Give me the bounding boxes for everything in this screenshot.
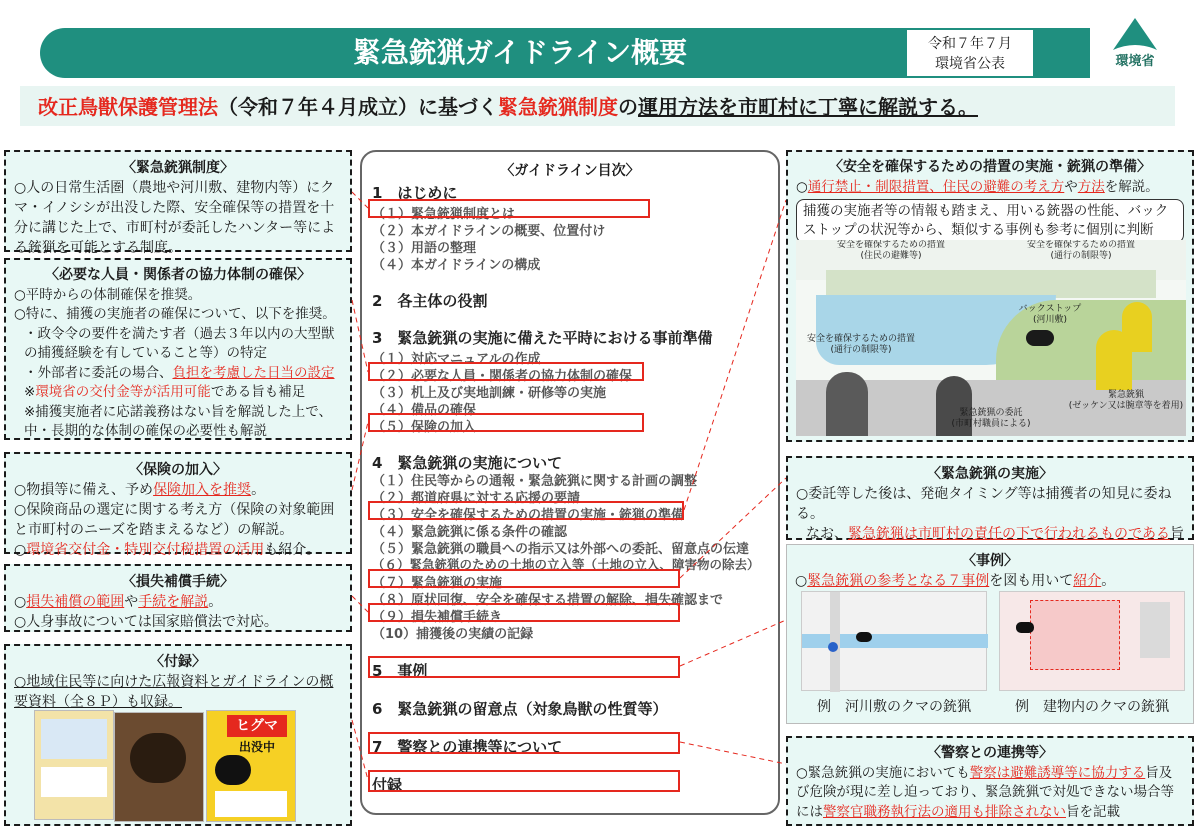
line-4b: 負担を考慮した日当の設定 [172, 364, 335, 381]
label-4b: (通行の制限等) [830, 345, 892, 355]
line-3c: も紹介。 [264, 542, 321, 558]
date-line-1: 令和７年７月 [928, 36, 1012, 52]
toc-item-3-3[interactable]: （３）机上及び実地訓練・研修等の実施 [372, 386, 607, 401]
line-3: ・政令令の要件を満たす者（過去３年以内の大型獣の捕獲経験を有していること等）の特定 [24, 325, 335, 361]
toc-item-3-4[interactable]: （４）備品の確保 [372, 403, 477, 418]
logo-label: 環境省 [1115, 54, 1155, 69]
bear-icon [1016, 622, 1034, 633]
building-case-diagram [999, 591, 1185, 691]
line-2: ○特に、捕獲の実施者の確保について、以下を推奨。 [14, 306, 336, 322]
subtitle-law: 改正鳥獣保護管理法 [38, 95, 218, 119]
label-5 [1066, 390, 1186, 412]
line-1b: 警察は避難誘導等に協力する [969, 764, 1146, 781]
bear-icon [856, 632, 872, 642]
line-5a: ※ [24, 384, 36, 400]
line-2c: 旨 [1170, 526, 1184, 542]
line-2: ○人身事故については国家賠償法で対応。 [14, 614, 278, 630]
line-1 [796, 178, 1184, 198]
toc-item-1-1[interactable]: （１）緊急銃猟制度とは [372, 207, 516, 222]
label-6a: 緊急銃猟の委託 [959, 408, 1023, 418]
label-5b: (ゼッケン又は腕章等を着用) [1068, 401, 1184, 411]
panel-title: 〈事例〉 [962, 553, 1018, 569]
panel-title: 〈保険の加入〉 [129, 462, 227, 478]
panel-hunting-execution [786, 456, 1194, 540]
panel-title: 〈緊急銃猟の実施〉 [927, 466, 1053, 482]
line-2a: なお、 [806, 526, 848, 542]
toc-section-5[interactable]: 5 事例 [372, 662, 428, 680]
toc-item-3-5[interactable]: （５）保険の加入 [372, 420, 477, 435]
toc-item-4-8[interactable]: （８）原状回復、安全を確保する措置の解除、損失確認まで [372, 593, 724, 608]
line-1c: を図も用いて [989, 573, 1074, 589]
panel-title: 〈安全を確保するための措置の実施・銃猟の準備〉 [829, 159, 1151, 175]
panel-safety-measures [786, 150, 1194, 442]
subtitle-end: 運用方法を市町村に丁寧に解説する。 [638, 95, 978, 119]
line-1: ○地域住民等に向けた広報資料とガイドラインの概要資料（全８Ｐ）も収録。 [14, 674, 334, 710]
toc-item-4-10[interactable]: （10）捕獲後の実績の記録 [372, 627, 534, 642]
toc-item-4-7[interactable]: （７）緊急銃猟の実施 [372, 576, 503, 591]
caption-building: 例 建物内のクマの銃猟 [1015, 699, 1169, 715]
label-3 [1010, 304, 1090, 326]
note-text: 捕獲の実施者等の情報も踏まえ、用いる銃器の性能、バックストップの状況等から、類似する事例も参考に個別に判断 [803, 203, 1169, 238]
line-1c: や [1064, 178, 1078, 195]
panel-case-examples [786, 544, 1194, 724]
toc-section-6[interactable]: 6 緊急銃猟の留意点（対象鳥獣の性質等） [372, 700, 668, 718]
line-1c: 。 [251, 482, 266, 498]
line-1e: 旨を記載 [1066, 803, 1120, 820]
subtitle-no: の [618, 95, 638, 119]
line-5c: である旨も補足 [210, 384, 306, 400]
poster-title: ヒグマ [227, 715, 287, 737]
line-1a: ○緊急銃猟の実施においても [796, 764, 970, 781]
toc-item-1-3[interactable]: （３）用語の整理 [372, 241, 477, 256]
line-3b: 環境省交付金・特別交付税措置の活用 [26, 542, 265, 558]
label-6 [946, 408, 1036, 430]
line-1a: ○ [796, 178, 808, 195]
toc-appendix[interactable]: 付録 [372, 776, 403, 794]
label-4 [806, 334, 916, 356]
toc-item-4-2[interactable]: （２）都道府県に対する応援の要請 [372, 491, 581, 506]
line-1b: 損失補償の範囲 [26, 594, 125, 610]
label-2b: (通行の制限等) [1050, 251, 1112, 261]
toc-section-1[interactable]: 1 はじめに [372, 184, 458, 202]
toc-item-3-2[interactable]: （２）必要な人員・関係者の協力体制の確保 [372, 369, 633, 384]
panel-title: 〈緊急銃猟制度〉 [122, 160, 234, 176]
toc-item-1-2[interactable]: （２）本ガイドラインの概要、位置付け [372, 224, 606, 239]
line-1b: 保険加入を推奨 [153, 482, 252, 498]
panel-title: 〈必要な人員・関係者の協力体制の確保〉 [45, 267, 311, 283]
line-1d: 紹介 [1073, 573, 1102, 589]
line-1c: 旨及び危険が現に差し迫っており、緊急銃猟で対処できない場合等には [796, 764, 1174, 820]
panel-title: 〈損失補償手続〉 [122, 574, 234, 590]
label-5a: 緊急銃猟 [1107, 390, 1144, 400]
date-line-2: 環境省公表 [935, 56, 1005, 72]
label-1 [836, 240, 946, 262]
line-5b: 環境省の交付金等が活用可能 [35, 384, 211, 400]
safety-illustration [796, 240, 1186, 436]
label-1b: (住民の避難等) [860, 251, 922, 261]
line-1 [795, 571, 1185, 591]
line-1a: ○ [14, 594, 27, 610]
label-3a: バックストップ [1018, 304, 1082, 314]
label-2 [1026, 240, 1136, 262]
line-1d: 方法 [1077, 178, 1105, 195]
line-1a: ○ [795, 573, 808, 589]
line-1a: ○物損等に備え、予め [14, 482, 154, 498]
line-1d: 手続を解説 [138, 594, 209, 610]
line-1: ○委託等した後は、発砲タイミング等は捕獲者の知見に委ねる。 [796, 486, 1172, 522]
toc-item-3-1[interactable]: （１）対応マニュアルの作成 [372, 352, 541, 367]
toc-item-4-1[interactable]: （１）住民等からの通報・緊急銃猟に関する計画の調整 [372, 474, 698, 489]
line-1b: 緊急銃猟の参考となる７事例 [807, 573, 990, 589]
page-title: 緊急銃猟ガイドライン概要 [352, 36, 688, 69]
toc-section-4[interactable]: 4 緊急銃猟の実施について [372, 454, 563, 472]
line-1e: を解説。 [1104, 178, 1159, 195]
poster-subtitle: 出没中 [238, 740, 275, 754]
line-1: ○平時からの体制確保を推奨。 [14, 286, 202, 303]
caption-riverbed: 例 河川敷のクマの銃猟 [817, 699, 971, 715]
toc-item-1-4[interactable]: （４）本ガイドラインの構成 [372, 258, 541, 273]
subtitle-system: 緊急銃猟制度 [498, 95, 618, 119]
line-3a: ○ [14, 542, 27, 558]
panel-text: ○人の日常生活圏（農地や河川敷、建物内等）にクマ・イノシシが出没した際、安全確保等の措置を十分に講じた上で、市町村が委託したハンター等による銃猟を可能とする制度。 [14, 180, 336, 256]
line-1 [796, 764, 1184, 823]
hunter-icon [1122, 302, 1152, 352]
person-silhouette-icon [826, 372, 868, 436]
line-1d: 警察官職務執行法の適用も排除されない [823, 803, 1066, 820]
line-1e: 。 [1101, 573, 1116, 589]
toc-item-4-3[interactable]: （３）安全を確保するための措置の実施・銃猟の準備 [372, 508, 685, 523]
label-3b: (河川敷) [1032, 315, 1068, 325]
toc-item-4-9[interactable]: （９）損失補償手続き [372, 610, 503, 625]
label-1a: 安全を確保するための措置 [836, 240, 945, 250]
line-6: ※捕獲実施者に応諾義務はない旨を解説した上で、中・長期的な体制の確保の必要性も解説 [24, 403, 333, 439]
line-1c: や [124, 594, 139, 610]
toc-item-4-6[interactable]: （６）緊急銃猟のための土地の立入等（土地の立入、障害物の除去） [372, 557, 760, 572]
line-2: ○保険商品の選定に関する考え方（保険の対象範囲と市町村のニーズを踏まえるなど）の解説。 [14, 502, 335, 538]
toc-section-7[interactable]: 7 警察との連携等について [372, 738, 563, 756]
bear-icon [1026, 330, 1054, 346]
panel-police-coordination [786, 736, 1194, 826]
label-4a: 安全を確保するための措置 [806, 334, 915, 344]
panel-title: 〈警察との連携等〉 [927, 745, 1053, 761]
panel-title: 〈付録〉 [150, 654, 206, 670]
toc-title: 〈ガイドライン目次〉 [500, 163, 640, 179]
line-1b: 通行禁止・制限措置、住民の避難の考え方 [807, 178, 1065, 195]
toc-item-4-5[interactable]: （５）緊急銃猟の職員への指示又は外部への委託、留意点の伝達 [372, 542, 750, 557]
note-box [796, 199, 1184, 243]
subtitle-mid: （令和７年４月成立）に基づく [218, 95, 498, 119]
line-4a: ・外部者に委託の場合、 [24, 364, 173, 381]
toc-section-2[interactable]: 2 各主体の役割 [372, 292, 488, 310]
line-1e: 。 [208, 594, 223, 610]
riverbed-case-diagram [801, 591, 987, 691]
label-2a: 安全を確保するための措置 [1026, 240, 1135, 250]
label-6b: (市町村職員による) [951, 419, 1031, 429]
line-2b: 緊急銃猟は市町村の責任の下で行われるものである [848, 526, 1170, 542]
toc-section-3[interactable]: 3 緊急銃猟の実施に備えた平時における事前準備 [372, 329, 713, 347]
toc-item-4-4[interactable]: （４）緊急銃猟に係る条件の確認 [372, 525, 568, 540]
